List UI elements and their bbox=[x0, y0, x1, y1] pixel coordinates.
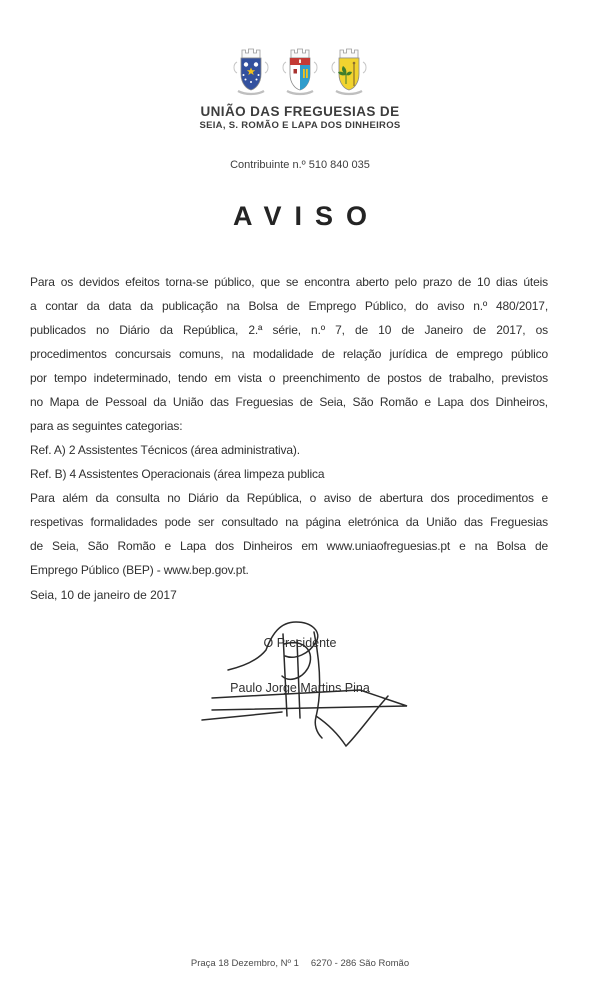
body-line: Para além da consulta no Diário da República, o aviso de abertura dos procedimentos e bbox=[30, 491, 548, 505]
org-name-line2: SEIA, S. ROMÃO E LAPA DOS DINHEIROS bbox=[199, 120, 401, 131]
footer-postal: 6270 - 286 São Romão bbox=[310, 958, 410, 969]
body-line: no Mapa de Pessoal da União das Freguesias de Seia, São Romão e Lapa dos Dinheiros, bbox=[30, 395, 548, 409]
body-line: Ref. B) 4 Assistentes Operacionais (área limpeza publica bbox=[30, 467, 325, 481]
body-line: por tempo indeterminado, tendo em vista o preenchimento de postos de trabalho, previstos bbox=[30, 371, 548, 385]
body-line: procedimentos concursais comuns, na modalidade de relação jurídica de emprego público bbox=[30, 347, 548, 361]
org-name-line1: UNIÃO DAS FREGUESIAS DE bbox=[200, 104, 400, 119]
signer-name: Paulo Jorge Martins Pina bbox=[230, 681, 370, 695]
body-line: Para os devidos efeitos torna-se público, que se encontra aberto pelo prazo de 10 dias úteis bbox=[30, 275, 548, 289]
body-line: para as seguintes categorias: bbox=[30, 419, 183, 433]
seia-crest-icon bbox=[231, 44, 271, 96]
body-line: respetivas formalidades pode ser consultado na página eletrónica da União das Freguesias bbox=[30, 515, 548, 529]
body-line: publicados no Diário da República, 2.ª série, n.º 7, de 10 de Janeiro de 2017, os bbox=[30, 323, 548, 337]
signer-role: O Presidente bbox=[263, 636, 337, 650]
body-line: Ref. A) 2 Assistentes Técnicos (área administrativa). bbox=[30, 443, 300, 457]
lapa-dos-dinheiros-crest-icon bbox=[329, 44, 369, 96]
notice-title: AVISO bbox=[232, 201, 380, 231]
crest-row bbox=[0, 44, 600, 96]
notice-body bbox=[30, 270, 548, 582]
body-line: a contar da data da publicação na Bolsa de Emprego Público, do aviso n.º 480/2017, bbox=[30, 299, 548, 313]
handwritten-signature bbox=[200, 612, 420, 752]
footer-address bbox=[0, 958, 600, 969]
footer-street: Praça 18 Dezembro, Nº 1 bbox=[190, 958, 299, 969]
tax-id: Contribuinte n.º 510 840 035 bbox=[230, 159, 370, 171]
dateline: Seia, 10 de janeiro de 2017 bbox=[30, 588, 177, 602]
sao-romao-crest-icon bbox=[280, 44, 320, 96]
body-line: de Seia, São Romão e Lapa dos Dinheiros em www.uniaofreguesias.pt e na Bolsa de bbox=[30, 539, 548, 553]
body-line: Emprego Público (BEP) - www.bep.gov.pt. bbox=[30, 563, 249, 577]
